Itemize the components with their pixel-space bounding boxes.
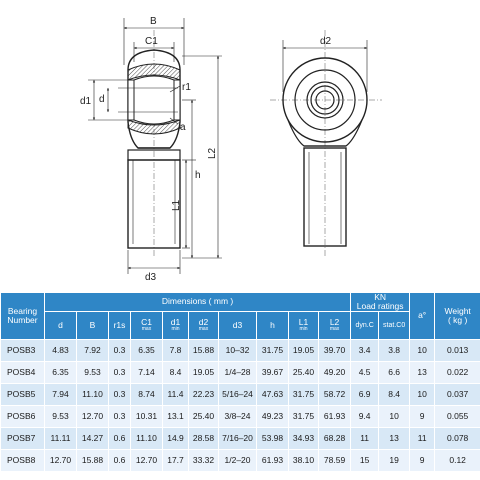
table-cell: 15.88 [77,449,109,471]
table-cell: 1/2–20 [219,449,257,471]
col-d2-label: d2 [198,317,209,328]
table-cell: 12.70 [131,449,163,471]
col-L1 [289,311,319,339]
table-cell: 11.10 [131,427,163,449]
col-L1-label: L1 [298,317,309,328]
header-a: a° [410,293,435,340]
table-cell: 6.35 [131,339,163,361]
table-cell: 10 [410,383,435,405]
table-cell: 10 [379,405,410,427]
specification-table-wrapper [0,292,480,480]
table-cell: 0.037 [435,383,480,405]
table-cell: 11.4 [163,383,189,405]
table-cell: 47.63 [257,383,289,405]
table-cell: 12.70 [77,405,109,427]
table-cell: 0.013 [435,339,480,361]
table-cell: 13.1 [163,405,189,427]
table-cell: 10.31 [131,405,163,427]
table-cell: 3.8 [379,339,410,361]
table-cell: 9.53 [45,405,77,427]
table-row [1,405,480,427]
table-cell: 31.75 [289,383,319,405]
label-B: B [150,16,157,27]
col-B: B [77,311,109,339]
specification-table [0,292,480,472]
table-cell: 17.7 [163,449,189,471]
label-d1: d1 [80,96,92,107]
bearing-number-cell: POSB6 [1,405,45,427]
col-L2-sub: max [329,326,340,333]
table-cell: 15 [351,449,379,471]
table-cell: 31.75 [257,339,289,361]
table-cell: 7.8 [163,339,189,361]
header-weight [435,293,480,340]
table-cell: 4.83 [45,339,77,361]
col-C1 [131,311,163,339]
header-row-2 [1,311,480,339]
table-cell: 8.4 [379,383,410,405]
col-d1-label: d1 [170,317,181,328]
table-cell: 7.14 [131,361,163,383]
front-view [270,30,382,258]
table-cell: 11.11 [45,427,77,449]
col-d2 [189,311,219,339]
table-cell: 11 [351,427,379,449]
col-L1-sub: min [299,326,308,333]
table-cell: 0.3 [109,361,131,383]
label-L2: L2 [207,147,218,159]
label-C1: C1 [145,36,158,47]
header-weight-unit: ( kg ) [447,314,468,325]
table-cell: 8.4 [163,361,189,383]
label-L1: L1 [171,199,182,211]
label-d: d [99,94,105,105]
col-d3: d3 [219,311,257,339]
table-body [1,339,480,471]
table-cell: 0.3 [109,339,131,361]
table-cell: 0.12 [435,449,480,471]
table-cell: 49.23 [257,405,289,427]
header-row-1 [1,293,480,312]
table-cell: 7.94 [45,383,77,405]
table-cell: 5/16–24 [219,383,257,405]
table-cell: 13 [410,361,435,383]
header-dimensions: Dimensions ( mm ) [45,293,351,312]
header-load-ratings-label: Load ratings [356,300,404,311]
table-row [1,361,480,383]
table-cell: 25.40 [289,361,319,383]
table-row [1,449,480,471]
table-row [1,427,480,449]
table-cell: 1/4–28 [219,361,257,383]
col-C1-label: C1 [141,317,152,328]
side-dimensions [88,18,222,274]
table-cell: 11 [410,427,435,449]
col-d2-sub: max [198,326,209,333]
col-L2 [319,311,351,339]
header-kn: KN [374,292,387,302]
bearing-number-cell: POSB7 [1,427,45,449]
col-stat: stat.C0 [379,311,410,339]
table-cell: 8.74 [131,383,163,405]
table-cell: 39.67 [257,361,289,383]
col-L2-label: L2 [329,317,340,328]
table-cell: 0.3 [109,383,131,405]
bearing-number-cell: POSB4 [1,361,45,383]
header-load-ratings [351,293,410,312]
table-cell: 25.40 [189,405,219,427]
col-h: h [257,311,289,339]
table-cell: 13 [379,427,410,449]
header-bearing-number: Bearing Number [1,293,45,340]
table-cell: 14.9 [163,427,189,449]
table-cell: 14.27 [77,427,109,449]
table-cell: 19.05 [189,361,219,383]
table-cell: 9.4 [351,405,379,427]
bearing-number-cell: POSB5 [1,383,45,405]
table-cell: 9.53 [77,361,109,383]
table-cell: 22.23 [189,383,219,405]
table-cell: 9 [410,405,435,427]
table-cell: 39.70 [319,339,351,361]
table-cell: 6.35 [45,361,77,383]
table-row [1,339,480,361]
table-cell: 7.92 [77,339,109,361]
table-cell: 15.88 [189,339,219,361]
label-r1: r1 [182,82,191,93]
table-cell: 11.10 [77,383,109,405]
table-cell: 0.078 [435,427,480,449]
col-d1-sub: min [171,326,180,333]
table-row [1,383,480,405]
table-cell: 68.28 [319,427,351,449]
table-cell: 10 [410,339,435,361]
table-cell: 78.59 [319,449,351,471]
table-cell: 38.10 [289,449,319,471]
col-dyn: dyn.C [351,311,379,339]
table-cell: 53.98 [257,427,289,449]
table-cell: 34.93 [289,427,319,449]
table-cell: 0.022 [435,361,480,383]
table-cell: 3/8–24 [219,405,257,427]
header-weight-label: Weight [444,306,471,316]
table-cell: 3.4 [351,339,379,361]
label-a: a [180,122,186,133]
table-cell: 12.70 [45,449,77,471]
table-cell: 61.93 [257,449,289,471]
table-cell: 6.9 [351,383,379,405]
table-cell: 31.75 [289,405,319,427]
table-cell: 58.72 [319,383,351,405]
table-cell: 6.6 [379,361,410,383]
table-cell: 49.20 [319,361,351,383]
table-cell: 7/16–20 [219,427,257,449]
table-cell: 33.32 [189,449,219,471]
table-cell: 28.58 [189,427,219,449]
col-d: d [45,311,77,339]
table-cell: 0.055 [435,405,480,427]
table-cell: 61.93 [319,405,351,427]
bearing-number-cell: POSB8 [1,449,45,471]
bearing-number-cell: POSB3 [1,339,45,361]
table-cell: 10–32 [219,339,257,361]
side-view [118,30,180,258]
label-d2: d2 [320,36,332,47]
table-cell: 0.6 [109,449,131,471]
col-r1s: r1s [109,311,131,339]
col-d1 [163,311,189,339]
label-h: h [195,170,201,181]
table-cell: 4.5 [351,361,379,383]
table-cell: 9 [410,449,435,471]
table-cell: 19 [379,449,410,471]
label-d3: d3 [145,272,157,283]
table-cell: 19.05 [289,339,319,361]
table-cell: 0.3 [109,405,131,427]
col-C1-sub: max [141,326,152,333]
table-cell: 0.6 [109,427,131,449]
